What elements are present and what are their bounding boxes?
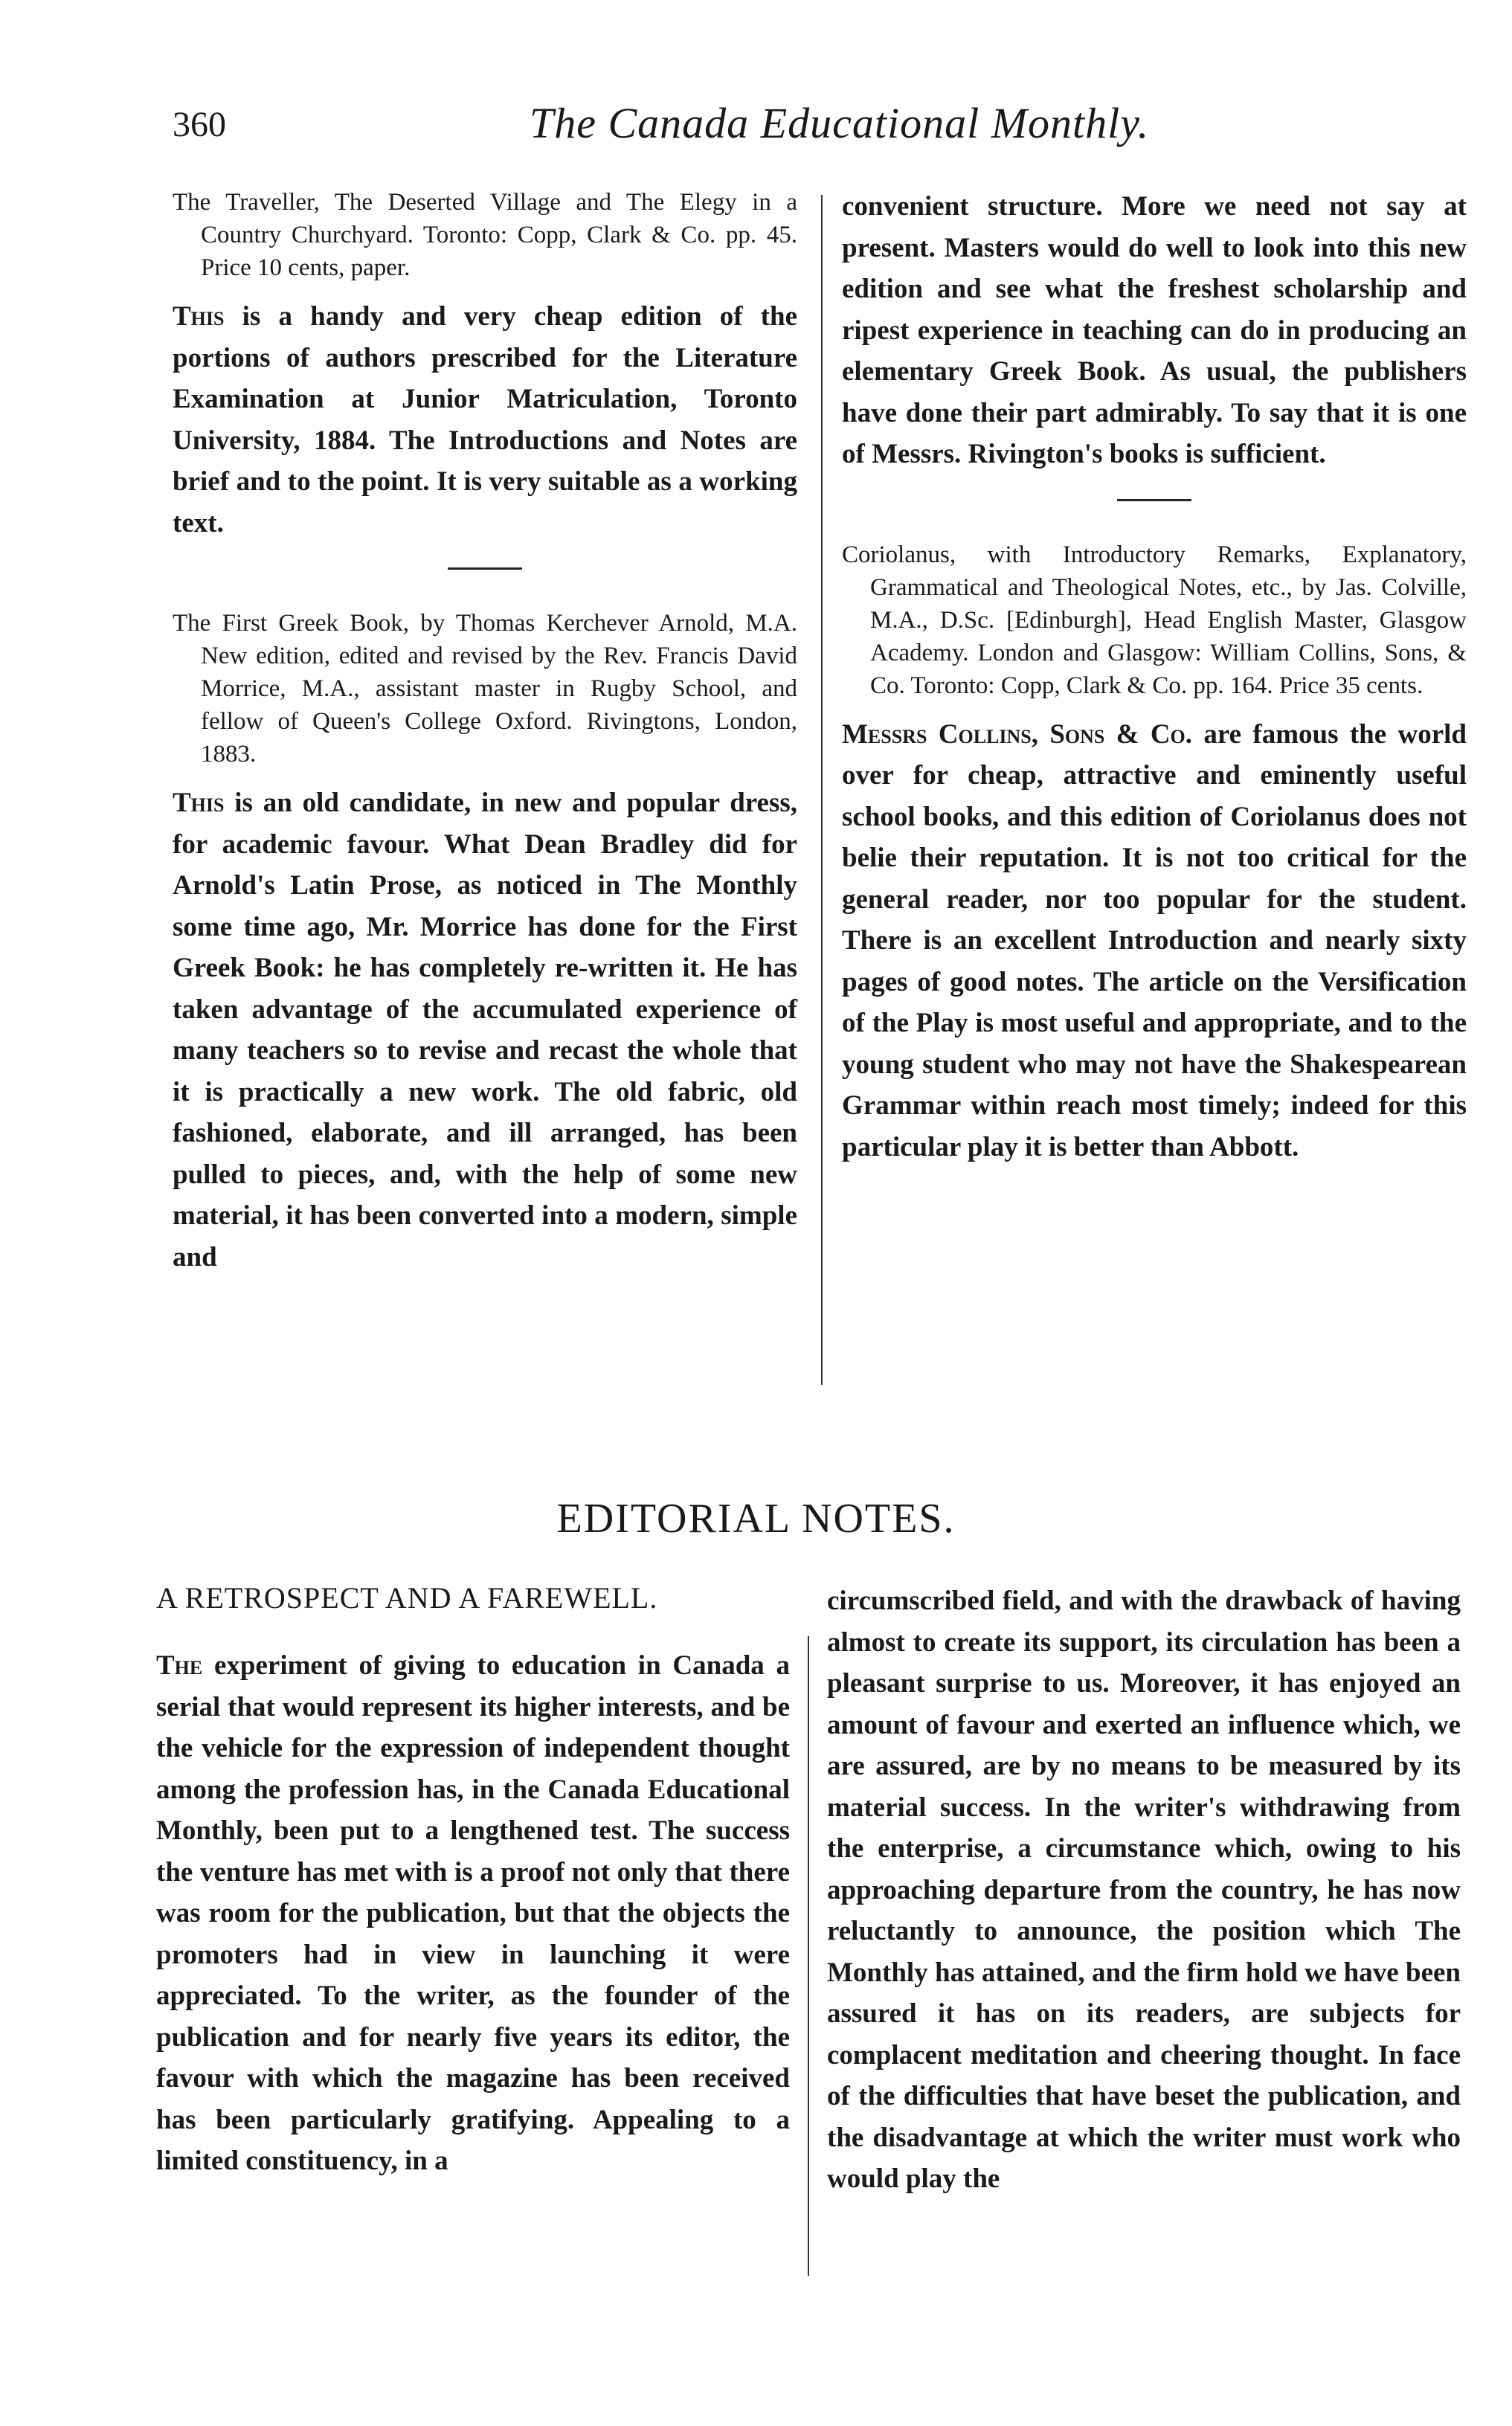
right-column-top bbox=[842, 186, 1467, 1168]
review-body-coriolanus bbox=[842, 714, 1467, 1168]
review-heading-traveller: The Traveller, The Deserted Village and The Elegy in a Country Churchyard. Toronto: Copp, Clark & Co. pp. 45. Price 10 cents, paper. bbox=[173, 189, 797, 281]
review-lead-word: This bbox=[173, 788, 225, 818]
review-text: are famous the world over for cheap, attractive and eminently useful school books, and this edition of Coriolanus does not belie their reputation. It is not too critical for the general reader, nor too popular for the student. There is an excellent Introduction and nearly sixty pages of good notes. The article on the Versification of the Play is most useful and appropriate, and to the young student who may not have the Shakespearean Grammar within reach most timely; indeed for this particular play it is better than Abbott. bbox=[842, 718, 1467, 1162]
editorial-subtitle: A RETROSPECT AND A FAREWELL. bbox=[156, 1581, 658, 1615]
review-body-continued: convenient structure. More we need not say at present. Masters would do well to look into this new edition and see what the freshest scholarship and ripest experience in teaching can do in producing an elementary Greek Book. As usual, the publishers have done their part admirably. To say that it is one of Messrs. Rivington's books is sufficient. bbox=[842, 191, 1467, 469]
review-heading-coriolanus: Coriolanus, with Introductory Remarks, Explanatory, Grammatical and Theological Notes, etc., by Jas. Colville, M.A., D.Sc. [Edinburgh], Head English Master, Glasgow Academy. London and Glasgow: William Collins, Sons, & Co. Toronto: Copp, Clark & Co. pp. 164. Price 35 cents. bbox=[842, 541, 1467, 699]
left-column-bottom bbox=[156, 1580, 790, 2182]
editorial-text: experiment of giving to education in Canada a serial that would represent its higher interests, and be the vehicle for the expression of independent thought among the profession has, in the Canada Educational Monthly, been put to a lengthened test. The success the venture has met with is a proof not only that there was room for the publication, but that the objects the promoters had in view in launching it were appreciated. To the writer, as the founder of the publication and for nearly five years its editor, the favour with which the magazine has been received has been particularly gratifying. Appealing to a limited constituency, in a bbox=[156, 1650, 790, 2176]
page-number: 360 bbox=[173, 105, 226, 144]
review-heading-greek-book: The First Greek Book, by Thomas Kerchever Arnold, M.A. New edition, edited and revised by the Rev. Francis David Morrice, M.A., assistant master in Rugby School, and fellow of Queen's College Oxford. Rivingtons, London, 1883. bbox=[173, 610, 797, 768]
running-head: The Canada Educational Monthly. bbox=[530, 99, 1150, 147]
review-lead-word: Messrs Collins, Sons & Co. bbox=[842, 718, 1193, 750]
editorial-notes-title: EDITORIAL NOTES. bbox=[556, 1496, 956, 1542]
column-divider-top bbox=[821, 195, 823, 1385]
review-text: is a handy and very cheap edition of the portions of authors prescribed for the Literature Examination at Junior Matriculation, Toronto University, 1884. The Introductions and Notes are brief and to the point. It is very suitable as a working text. bbox=[173, 301, 797, 538]
editorial-lead-word: The bbox=[156, 1650, 203, 1681]
editorial-body-right: circumscribed field, and with the drawback of having almost to create its support, its circulation has been a pleasant surprise to us. Moreover, it has enjoyed an amount of favour and exerted an influence which, we are assured, are by no means to be measured by its material success. In the writer's withdrawing from the enterprise, a circumstance which, owing to his approaching departure from the country, he has now reluctantly to announce, the position which The Monthly has attained, and the firm hold we have been assured it has on its readers, are subjects for complacent meditation and cheering thought. In face of the difficulties that have beset the publication, and the disadvantage at which the writer must work who would play the bbox=[827, 1586, 1461, 2194]
review-body-greek-book bbox=[173, 782, 797, 1278]
right-column-bottom bbox=[827, 1580, 1461, 2200]
review-text: is an old candidate, in new and popular dress, for academic favour. What Dean Bradley did for Arnold's Latin Prose, as noticed in The Monthly some time ago, Mr. Morrice has done for the First Greek Book: he has completely re-written it. He has taken advantage of the accumulated experience of many teachers so to revise and recast the whole that it is practically a new work. The old fabric, old fashioned, elaborate, and ill arranged, has been pulled to pieces, and, with the help of some new material, it has been converted into a modern, simple and bbox=[173, 788, 797, 1272]
section-rule bbox=[1117, 499, 1191, 501]
review-lead-word: This bbox=[173, 301, 225, 332]
editorial-body-left bbox=[156, 1645, 790, 2182]
review-body-traveller bbox=[173, 296, 797, 544]
column-divider-bottom bbox=[808, 1636, 809, 2276]
left-column-top bbox=[173, 186, 797, 1278]
section-rule bbox=[448, 567, 522, 570]
